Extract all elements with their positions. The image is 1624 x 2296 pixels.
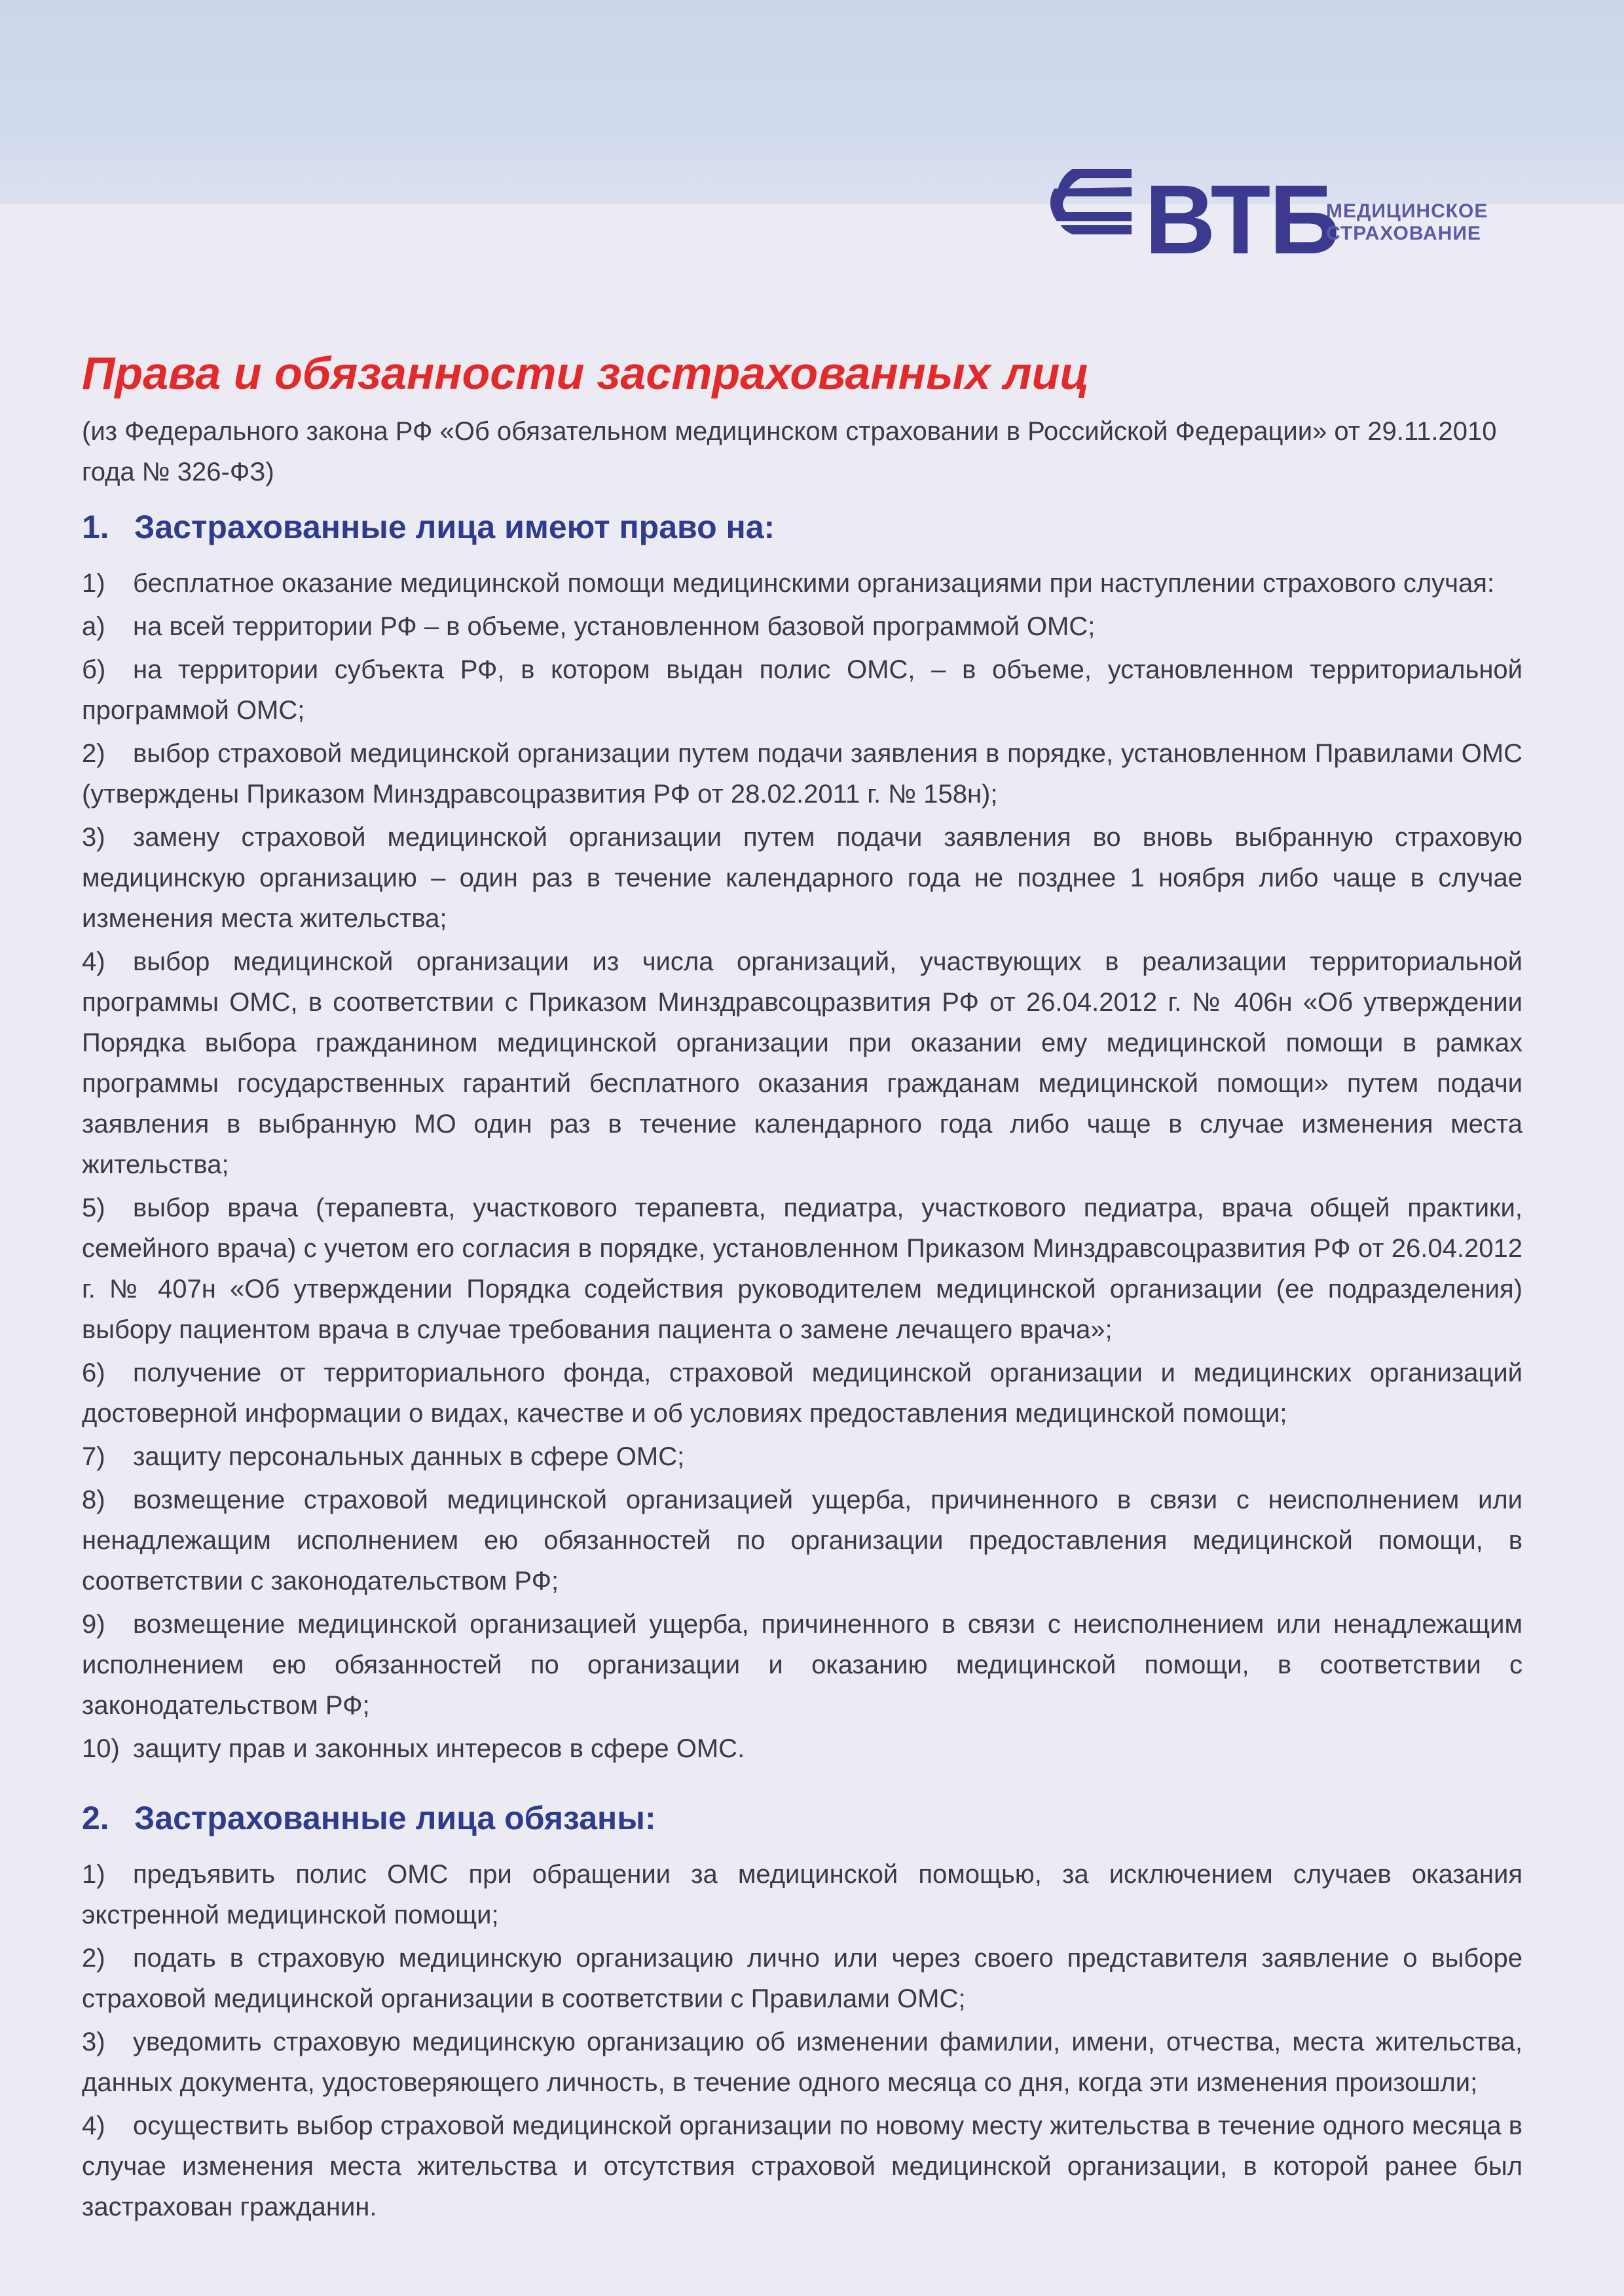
list-item xyxy=(82,1728,1522,1769)
list-item-marker: 4) xyxy=(82,2111,105,2140)
list-item xyxy=(82,2022,1522,2103)
logo-subline-2: СТРАХОВАНИЕ xyxy=(1326,223,1481,244)
list-item-text: выбор страховой медицинской организации путем подачи заявления в порядке, установленном Правилами ОМС (утверждены Приказом Минздравсоцразвития РФ от 28.02.2011 г. № 158н); xyxy=(82,739,1522,809)
list-item xyxy=(82,1854,1522,1935)
list-item-marker: а) xyxy=(82,612,105,641)
logo-wordmark: ВТБ xyxy=(1145,164,1339,274)
list-item-text: защиту персональных данных в сфере ОМС; xyxy=(133,1442,685,1471)
list-item xyxy=(82,1353,1522,1434)
section-duties xyxy=(82,1795,1522,2227)
list-item-text: подать в страховую медицинскую организацию лично или через своего представителя заявление о выборе страховой медицинской организации в соответствии с Правилами ОМС; xyxy=(82,1944,1522,2013)
list-item xyxy=(82,1604,1522,1726)
page-subtitle: (из Федерального закона РФ «Об обязательном медицинском страховании в Российской Федерации» от 29.11.2010 года № 326-ФЗ) xyxy=(82,417,1497,486)
logo-subline xyxy=(1326,200,1488,245)
logo-subline-1: МЕДИЦИНСКОЕ xyxy=(1326,200,1488,222)
list-item-marker: б) xyxy=(82,655,106,684)
list-item-marker: 9) xyxy=(82,1610,105,1639)
section-rights xyxy=(82,504,1522,1769)
section-number: 2. xyxy=(82,1800,109,1836)
list-item-text: предъявить полис ОМС при обращении за медицинской помощью, за исключением случаев оказания экстренной медицинской помощи; xyxy=(82,1860,1522,1929)
vtb-logo xyxy=(1040,164,1511,282)
duties-list xyxy=(82,1854,1522,2227)
list-item-text: на всей территории РФ – в объеме, установленном базовой программой ОМС; xyxy=(133,612,1096,641)
list-item-text: на территории субъекта РФ, в котором выдан полис ОМС, – в объеме, установленном территориальной программой ОМС; xyxy=(82,655,1522,725)
list-item-text: возмещение страховой медицинской организацией ущерба, причиненного в связи с неисполнением или ненадлежащим исполнением ею обязанностей по организации предоставления медицинской помощи, в соответствии с законодательством РФ; xyxy=(82,1485,1522,1595)
vtb-wings-icon xyxy=(1040,165,1138,244)
list-item-text: осуществить выбор страховой медицинской организации по новому месту жительства в течение одного месяца в случае изменения места жительства и отсутствия страховой медицинской организации, в которой ранее был застрахован гражданин. xyxy=(82,2111,1522,2221)
list-item xyxy=(82,2105,1522,2227)
list-item xyxy=(82,1938,1522,2019)
list-item-marker: 7) xyxy=(82,1442,105,1471)
list-item-text: бесплатное оказание медицинской помощи медицинскими организациями при наступлении страхового случая: xyxy=(133,569,1495,598)
list-item-marker: 3) xyxy=(82,2028,105,2056)
list-item xyxy=(82,941,1522,1185)
list-item-text: защиту прав и законных интересов в сфере ОМС. xyxy=(133,1734,745,1763)
list-item-text: выбор врача (терапевта, участкового терапевта, педиатра, участкового педиатра, врача общей практики, семейного врача) с учетом его согласия в порядке, установленном Приказом Минздравсоцразвития РФ от 26.04.2012 г. № 407н «Об утверждении Порядка содействия руководителем медицинской организации (ее подразделения) выбору пациентом врача в случае требования пациента о замене лечащего врача»; xyxy=(82,1194,1522,1344)
section-number: 1. xyxy=(82,509,109,545)
section-heading xyxy=(82,1795,1522,1841)
list-item-marker: 6) xyxy=(82,1358,105,1387)
list-item-marker: 1) xyxy=(82,569,105,598)
list-item xyxy=(82,563,1522,604)
list-item xyxy=(82,1480,1522,1601)
list-item-marker: 2) xyxy=(82,1944,105,1973)
list-item xyxy=(82,817,1522,939)
list-item xyxy=(82,733,1522,814)
list-item xyxy=(82,1436,1522,1477)
list-item-marker: 4) xyxy=(82,947,105,976)
list-item xyxy=(82,1188,1522,1350)
list-item-marker: 8) xyxy=(82,1485,105,1514)
section-heading-text: Застрахованные лица обязаны: xyxy=(134,1800,656,1836)
list-item-marker: 1) xyxy=(82,1860,105,1889)
rights-list xyxy=(82,563,1522,1769)
list-item-text: возмещение медицинской организацией ущерба, причиненного в связи с неисполнением или ненадлежащим исполнением ею обязанностей по организации и оказанию медицинской помощи, в соответствии с законодательством РФ; xyxy=(82,1610,1522,1720)
page-title: Права и обязанности застрахованных лиц xyxy=(82,348,1090,399)
list-item-text: получение от территориального фонда, страховой медицинской организации и медицинских организаций достоверной информации о видах, качестве и об условиях предоставления медицинской помощи; xyxy=(82,1358,1522,1428)
document-body xyxy=(82,340,1522,2230)
list-item-marker: 2) xyxy=(82,739,105,768)
list-item-marker: 10) xyxy=(82,1734,120,1763)
list-item-marker: 5) xyxy=(82,1194,105,1222)
list-item-text: выбор медицинской организации из числа организаций, участвующих в реализации территориальной программы ОМС, в соответствии с Приказом Минздравсоцразвития РФ от 26.04.2012 г. № 406н «Об утверждении Порядка выбора гражданином медицинской организации при оказании ему медицинской помощи в рамках программы государственных гарантий бесплатного оказания гражданам медицинской помощи» путем подачи заявления в выбранную МО один раз в течение календарного года либо чаще в случае изменения места жительства; xyxy=(82,947,1522,1179)
list-item-text: уведомить страховую медицинскую организацию об изменении фамилии, имени, отчества, места жительства, данных документа, удостоверяющего личность, в течение одного месяца со дня, когда эти изменения произошли; xyxy=(82,2028,1522,2097)
section-heading-text: Застрахованные лица имеют право на: xyxy=(134,509,775,545)
list-item xyxy=(82,606,1522,647)
list-item-marker: 3) xyxy=(82,823,105,852)
list-item xyxy=(82,649,1522,731)
list-item-text: замену страховой медицинской организации путем подачи заявления во вновь выбранную страховую медицинскую организацию – один раз в течение календарного года не позднее 1 ноября либо чаще в случае изменения места жительства; xyxy=(82,823,1522,933)
section-heading xyxy=(82,504,1522,550)
